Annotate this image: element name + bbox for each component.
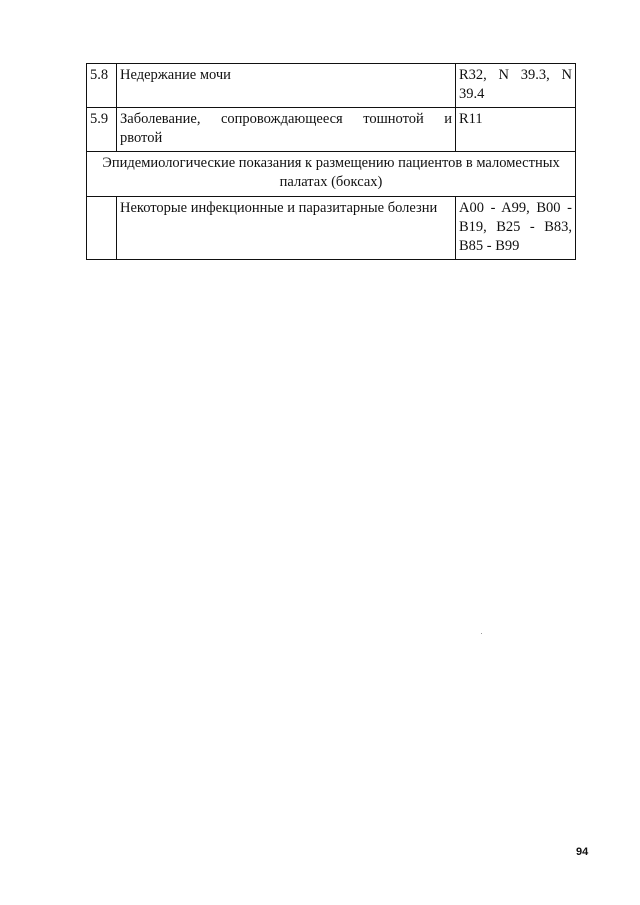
row-number-cell: 5.8 <box>87 64 117 108</box>
section-heading-row <box>87 152 576 197</box>
condition-name-line: рвотой <box>120 130 163 146</box>
diagnosis-table <box>86 63 576 260</box>
condition-name-line: Заболевание, сопровождающееся тошнотой и <box>120 111 452 127</box>
icd-code-line: B19, B25 - B83, <box>459 219 572 235</box>
icd-code-line: B85 - B99 <box>459 238 520 254</box>
table-row <box>87 197 576 260</box>
condition-name-cell: Некоторые инфекционные и паразитарные болезни <box>117 197 456 260</box>
icd-code-cell <box>456 64 576 108</box>
section-heading-line: Эпидемиологические показания к размещению пациентов в маломестных <box>102 155 560 171</box>
icd-code-line: 39.4 <box>459 86 485 102</box>
icd-code-line: R32, N 39.3, N <box>459 67 572 83</box>
icd-code-cell: R11 <box>456 108 576 152</box>
table-row <box>87 108 576 152</box>
icd-code-line: A00 - A99, B00 - <box>459 200 572 216</box>
section-heading-line: палатах (боксах) <box>279 174 383 190</box>
section-heading-cell <box>87 152 576 197</box>
table-row <box>87 64 576 108</box>
page-number: 94 <box>576 846 589 858</box>
row-number-cell: 5.9 <box>87 108 117 152</box>
icd-code-cell <box>456 197 576 260</box>
condition-name-cell: Недержание мочи <box>117 64 456 108</box>
condition-name-cell <box>117 108 456 152</box>
row-number-cell <box>87 197 117 260</box>
scan-speck <box>481 633 482 634</box>
